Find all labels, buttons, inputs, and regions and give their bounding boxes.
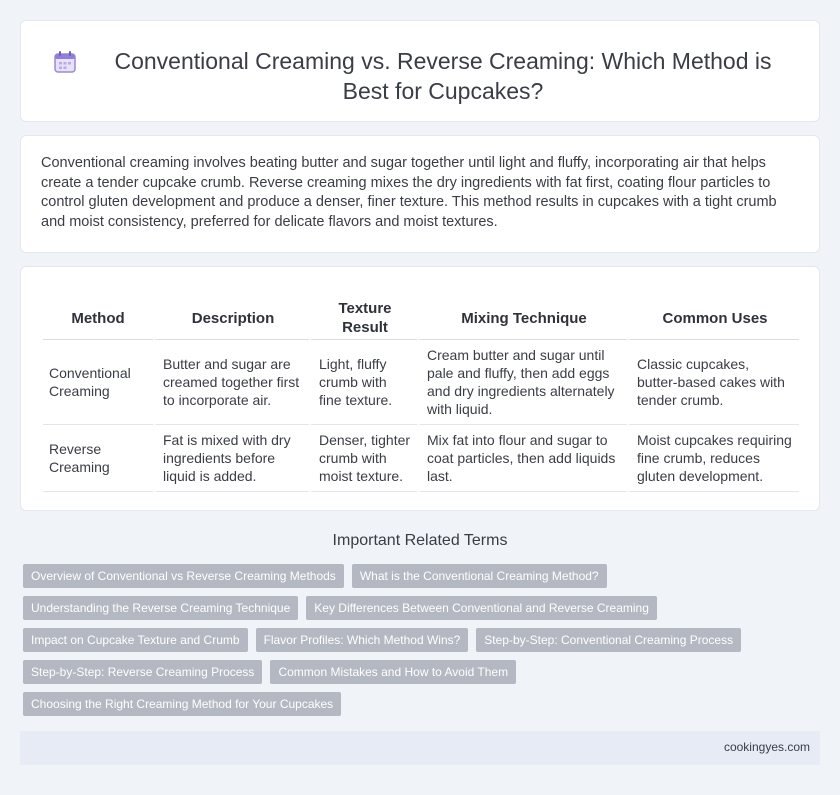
table-cell: Denser, tighter crumb with moist texture. [309, 425, 417, 492]
table-header-cell: Description [153, 283, 309, 340]
table-header-cell: Texture Result [309, 283, 417, 340]
table-header-cell: Mixing Technique [417, 283, 627, 340]
table-cell: Light, fluffy crumb with fine texture. [309, 340, 417, 425]
related-term-tag[interactable]: Impact on Cupcake Texture and Crumb [23, 628, 248, 652]
header-card [20, 20, 820, 122]
related-term-tag[interactable]: Step-by-Step: Reverse Creaming Process [23, 660, 262, 684]
related-term-tag[interactable]: Understanding the Reverse Creaming Technique [23, 596, 298, 620]
related-term-tag[interactable]: What is the Conventional Creaming Method? [352, 564, 607, 588]
related-term-tag[interactable]: Overview of Conventional vs Reverse Creaming Methods [23, 564, 344, 588]
table-cell: Fat is mixed with dry ingredients before liquid is added. [153, 425, 309, 492]
intro-card [20, 135, 820, 253]
table-header-cell: Common Uses [627, 283, 799, 340]
related-terms-list [23, 564, 823, 724]
footer [20, 731, 820, 765]
footer-site-link[interactable]: cookingyes.com [723, 740, 810, 754]
table-header-cell: Method [43, 283, 153, 340]
table-row [43, 340, 799, 425]
table-cell: Moist cupcakes requiring fine crumb, reduces gluten development. [627, 425, 799, 492]
table-cell: Cream butter and sugar until pale and fluffy, then add eggs and dry ingredients alternately with liquid. [417, 340, 627, 425]
related-term-tag[interactable]: Step-by-Step: Conventional Creaming Process [476, 628, 741, 652]
table-cell: Mix fat into flour and sugar to coat particles, then add liquids last. [417, 425, 627, 492]
table-cell: Conventional Creaming [43, 340, 153, 425]
calendar-icon [52, 49, 78, 75]
table-cell: Butter and sugar are creamed together first to incorporate air. [153, 340, 309, 425]
related-terms-heading: Important Related Terms [332, 532, 508, 549]
comparison-table-card [20, 266, 820, 511]
page-title: Conventional Creaming vs. Reverse Creaming: Which Method is Best for Cupcakes? [114, 48, 772, 104]
related-term-tag[interactable]: Common Mistakes and How to Avoid Them [270, 660, 516, 684]
related-term-tag[interactable]: Key Differences Between Conventional and Reverse Creaming [306, 596, 657, 620]
table-header-row [43, 283, 799, 340]
related-term-tag[interactable]: Flavor Profiles: Which Method Wins? [256, 628, 469, 652]
table-row [43, 425, 799, 492]
intro-text: Conventional creaming involves beating butter and sugar together until light and fluffy, incorporating air that helps create a tender cupcake crumb. Reverse creaming mixes the dry ingredients with fat first, coating flour particles to control gluten development and produce a denser, finer texture. This method results in cupcakes with a tight crumb and moist consistency, preferred for delicate flavors and moist textures. [41, 155, 777, 230]
table-cell: Reverse Creaming [43, 425, 153, 492]
comparison-table [43, 283, 799, 492]
related-term-tag[interactable]: Choosing the Right Creaming Method for Your Cupcakes [23, 692, 341, 716]
table-cell: Classic cupcakes, butter-based cakes with tender crumb. [627, 340, 799, 425]
